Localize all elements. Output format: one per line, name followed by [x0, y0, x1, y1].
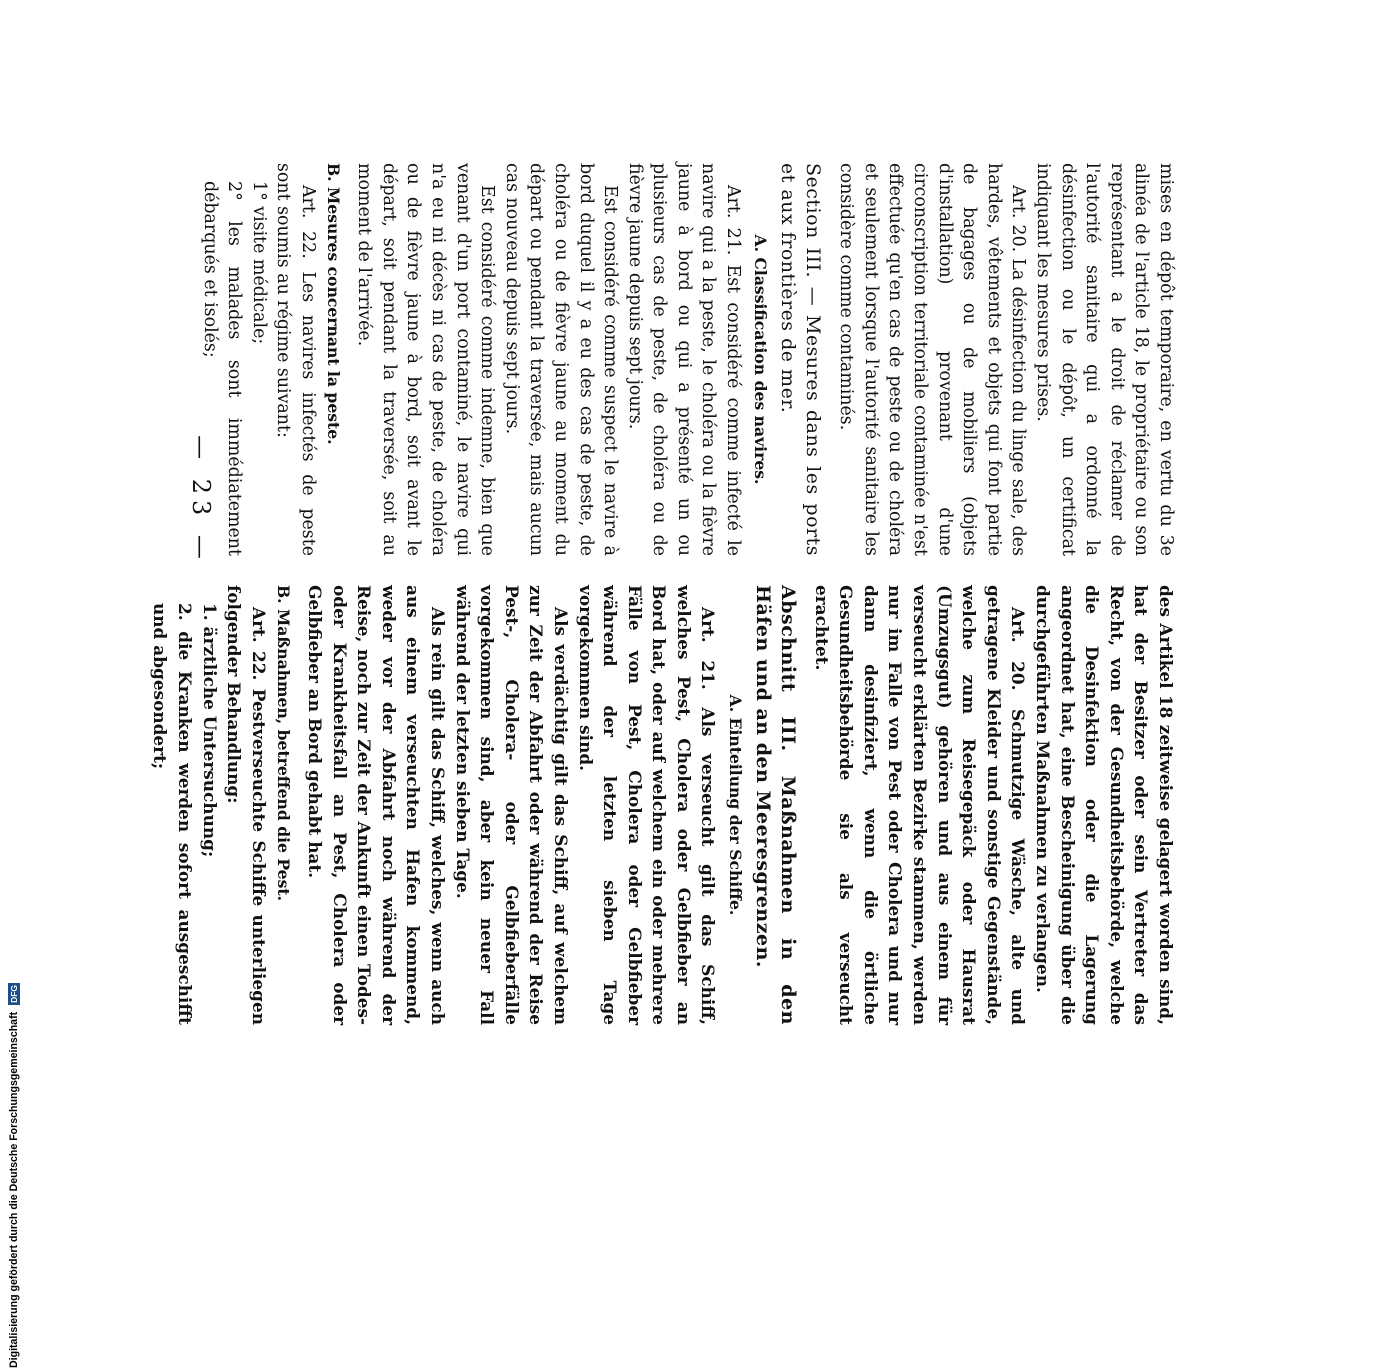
- subheading-peste: B. Mesures concernant la peste.: [323, 163, 343, 445]
- paragraph-indemne: Est considéré comme indemne, bien que venant d'un port contaminé, le navire qui n'a eu ni décès ni cas de peste, de choléra ou de fièvre jaune à bord, soit avant le départ, soit pendant la traversée, soit au moment de l'arrivée.: [354, 163, 498, 556]
- paragraph: des Artikel 18 zeitweise gelagert worden sind, hat der Besitzer oder sein Vertreter das Recht, von der Gesundheitsbehörde, welche die Desinfektion oder die Lagerung angeordnet hat, eine Bescheinigung über die durchgeführten Maßnahmen zu verlangen.: [1033, 585, 1176, 1025]
- section-title: Section III. — Mesures dans les ports et aux frontières de mer.: [776, 163, 824, 556]
- paragraph-art-21: Art. 21. Est considéré comme infecté le navire qui a la peste, le choléra ou la fièvre jaune à bord ou qui a présenté un ou plusieurs cas de peste, de choléra ou de fièvre jaune depuis sept jours.: [624, 163, 744, 556]
- subheading-classification: A. Classification des navires.: [750, 234, 770, 485]
- subheading-einteilung: A. Einteilung der Schiffe.: [726, 694, 746, 916]
- paragraph-art-22: Art. 22. Les navires infectés de peste sont soumis au régime suivant:: [273, 163, 318, 556]
- paragraph-art-20: Art. 20. La désinfection du linge sale, des hardes, vêtements et objets qui font partie de bagages ou de mobiliers (objets d'installation) provenant d'une circonscription territoriale contaminée n'est effectuée qu'en cas de peste ou de choléra et seulement lorsque l'autorité sanitaire les considère comme contaminés.: [836, 163, 1029, 556]
- list-item: 2. die Kranken werden sofort ausgeschifft und abgesondert;: [150, 603, 196, 1025]
- list-item: 1° visite médicale;: [248, 181, 269, 345]
- page-number: — 23 —: [187, 435, 215, 565]
- list-item: 2° les malades sont immédiatement débarqués et isolés;: [199, 181, 245, 556]
- paragraph-art-21: Art. 21. Als verseucht gilt das Schiff, welches Pest, Cholera oder Gelbfieber an Bord hat, oder auf welchem ein oder mehrere Fälle von Pest, Cholera oder Gelbfieber während der letzten sieben Tage vorgekommen sind.: [575, 585, 719, 1025]
- german-column: [148, 585, 1178, 1025]
- paragraph-rein: Als rein gilt das Schiff, welches, wenn auch aus einem verseuchten Hafen kommend, weder vor der Abfahrt noch während der Reise, noch zur Zeit der Ankunft einen Todes- oder Krankheitsfall an Pest, Cholera oder Gelbfieber an Bord gehabt hat.: [305, 585, 448, 1025]
- paragraph-verdaechtig: Als verdächtig gilt das Schiff, auf welchem zur Zeit der Abfahrt oder während der Reise Pest-, Cholera- oder Gelbfieberfälle vorgekommen sind, aber kein neuer Fall während der letzten sieben Tage.: [452, 585, 571, 1025]
- french-column: [197, 163, 1178, 556]
- paragraph-art-22: Art. 22. Pestverseuchte Schiffe unterliegen folgender Behandlung:: [224, 585, 269, 1025]
- dfg-logo: DFG: [9, 984, 20, 1003]
- section-title: Abschnitt III. Maßnahmen in den Häfen und an den Meeresgrenzen.: [752, 585, 800, 1025]
- list-item: 1. ärztliche Untersuchung;: [199, 603, 220, 858]
- credit-text: Digitalisierung gefördert durch die Deutsche Forschungsgemeinschaft: [8, 1011, 20, 1368]
- paragraph-suspect: Est considéré comme suspect le navire à bord duquel il y a eu des cas de peste, de choléra ou de fièvre jaune au moment du départ ou pendant la traversée, mais aucun cas nouveau depuis sept jours.: [501, 163, 621, 556]
- paragraph-art-20: Art. 20. Schmutzige Wäsche, alte und getragene Kleider und sonstige Gegenstände, welche zum Reisegepäck oder Hausrat (Umzugsgut) gehören und aus einem für verseucht erklärten Bezirke stammen, werden nur im Falle von Pest oder Cholera und nur dann desinfiziert, wenn die örtliche Gesundheitsbehörde sie als verseucht erachtet.: [811, 585, 1029, 1025]
- paragraph: mises en dépôt temporaire, en vertu du 3e alinéa de l'article 18, le propriétaire ou son représentant a le droit de réclamer de l'autorité sanitaire qui a ordonné la désinfection ou le dépôt, un certificat indiquant les mesures prises.: [1033, 163, 1176, 556]
- digitization-credit: [8, 368, 28, 1368]
- subheading-pest: B. Maßnahmen, betreffend die Pest.: [274, 585, 294, 902]
